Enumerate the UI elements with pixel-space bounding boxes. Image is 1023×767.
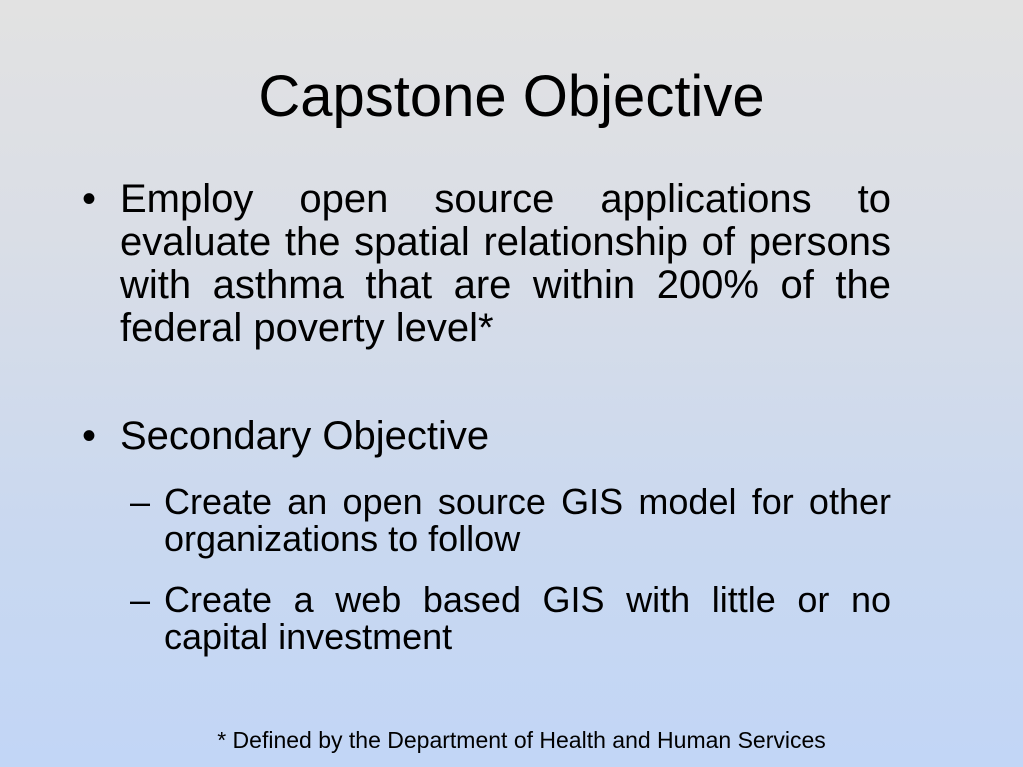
- subbullet-marker: –: [130, 481, 151, 522]
- bullet-marker: •: [82, 177, 97, 221]
- subbullet-web-gis: [130, 579, 891, 657]
- bullet-text: Secondary Objective: [120, 414, 490, 458]
- subbullet-gis-model: [130, 481, 891, 559]
- bullet-primary-objective: [82, 177, 891, 350]
- subbullet-text: Create a web based GIS with little or no capital investment: [164, 579, 891, 657]
- slide-title: Capstone Objective: [258, 64, 765, 129]
- footnote: * Defined by the Department of Health and Human Services: [217, 727, 826, 753]
- bullet-secondary-objective: [82, 414, 891, 458]
- subbullet-text: Create an open source GIS model for other organizations to follow: [164, 481, 891, 559]
- subbullet-marker: –: [130, 579, 151, 620]
- bullet-text: Employ open source applications to evaluate the spatial relationship of persons with asthma that are within 200% of the federal poverty level*: [120, 177, 891, 350]
- bullet-marker: •: [82, 414, 97, 458]
